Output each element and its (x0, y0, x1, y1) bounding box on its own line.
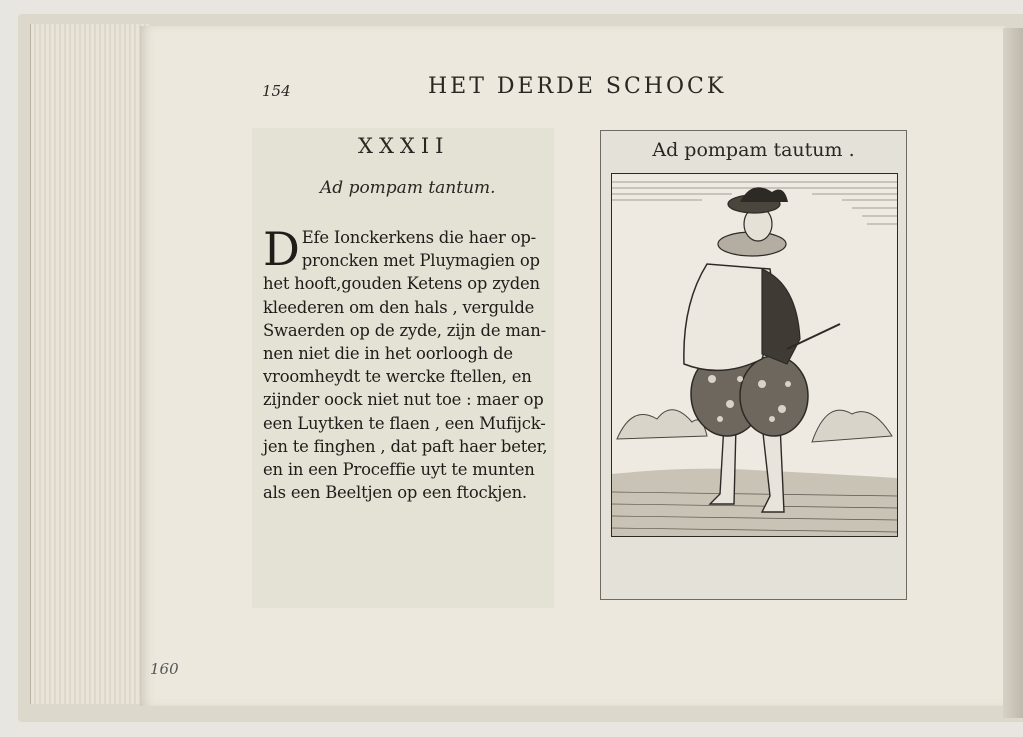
page-number: 154 (262, 82, 291, 100)
body-line: en in een Proceffie uyt te munten (263, 460, 535, 480)
engraving-image (611, 173, 898, 537)
body-text (263, 222, 563, 504)
facing-page-edge (1003, 28, 1023, 718)
body-line: Efe Ionckerkens die haer op- (301, 228, 537, 247)
body-line: kleederen om den hals , vergulde (263, 297, 535, 317)
running-head-title: HET DERDE SCHOCK (428, 74, 727, 99)
body-line: het hooft,gouden Ketens op zyden (263, 274, 540, 294)
chapter-number: XXXII (358, 134, 450, 158)
engraving-plate (600, 130, 907, 600)
body-line: Swaerden op de zyde, zijn de man- (263, 320, 546, 340)
gentleman-figure-illustration (612, 174, 897, 536)
plate-caption: Ad pompam tautum . (652, 139, 855, 161)
body-line: nen niet die in het oorloogh de (263, 344, 513, 364)
drop-cap: D (263, 222, 300, 276)
chapter-title: Ad pompam tantum. (320, 178, 496, 198)
body-line: een Luytken te flaen , een Mufijck- (263, 413, 546, 433)
page-edges (30, 24, 151, 704)
body-line: jen te finghen , dat paft haer beter, (263, 436, 548, 456)
body-line: vroomheydt te wercke ftellen, en (263, 367, 532, 387)
body-line: als een Beeltjen op een ftockjen. (263, 483, 527, 503)
margin-pencil-note: 160 (150, 660, 179, 678)
body-line: zijnder oock niet nut toe : maer op (263, 390, 544, 410)
body-line: proncken met Pluymagien op (301, 251, 540, 271)
